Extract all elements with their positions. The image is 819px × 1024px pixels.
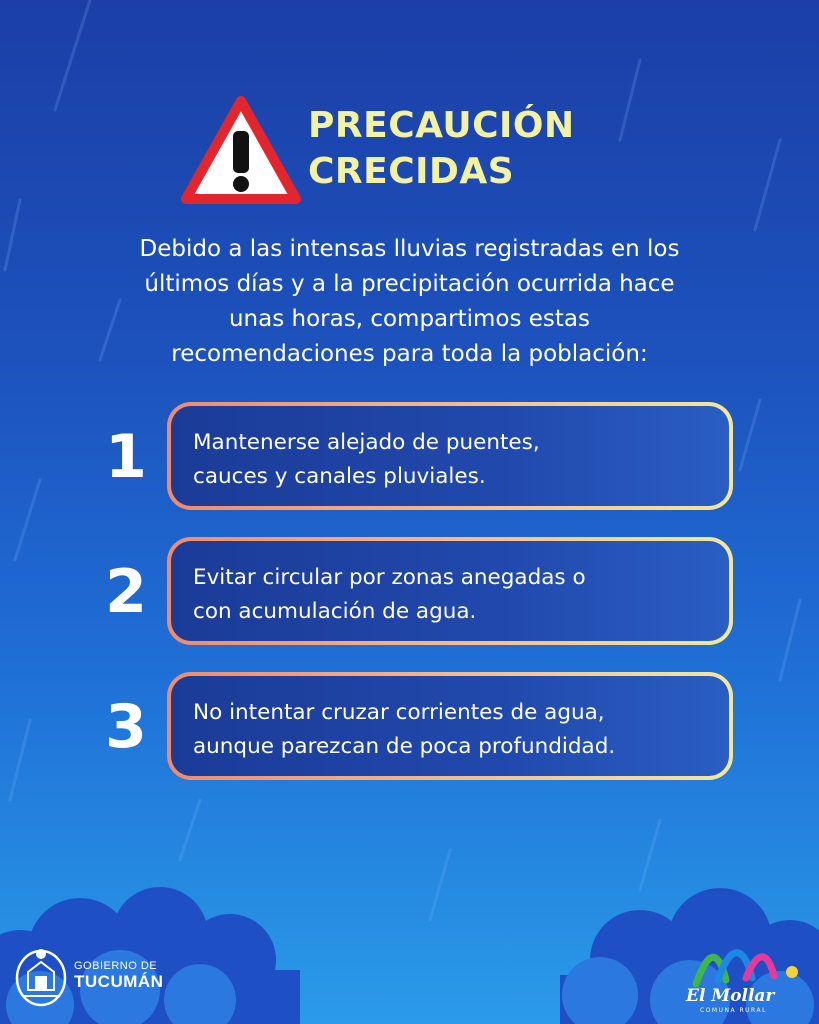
intro-line: Debido a las intensas lluvias registradas en los <box>139 236 680 262</box>
el-mollar-name: El Mollar <box>686 986 775 1006</box>
recommendation-2 <box>95 537 735 647</box>
comuna-rural-label: COMUNA RURAL <box>700 1007 767 1014</box>
gobierno-tucuman-logo <box>14 944 174 1010</box>
gobierno-tucuman-text <box>74 960 163 992</box>
title-line-2: CRECIDAS <box>308 151 515 192</box>
recommendation-line: Evitar circular por zonas anegadas o <box>193 565 586 590</box>
recommendation-line: Mantenerse alejado de puentes, <box>193 430 540 455</box>
page-title <box>308 103 575 195</box>
recommendation-number: 1 <box>105 422 147 492</box>
tucuman-label: TUCUMÁN <box>74 972 164 991</box>
intro-line: últimos días y a la precipitación ocurrida hace <box>144 271 675 297</box>
intro-text <box>60 232 759 372</box>
el-mollar-logo-icon <box>688 940 806 992</box>
coat-of-arms-icon <box>14 944 68 1008</box>
intro-line: unas horas, compartimos estas <box>228 306 591 332</box>
warning-triangle-icon <box>180 95 302 207</box>
el-mollar-logo <box>680 940 810 1020</box>
header <box>180 95 640 210</box>
recommendation-text <box>171 541 729 641</box>
intro-line: recomendaciones para toda la población: <box>171 341 648 367</box>
recommendation-box <box>167 537 733 645</box>
recommendation-number: 2 <box>105 557 147 627</box>
recommendation-line: cauces y canales pluviales. <box>193 464 486 489</box>
recommendation-line: No intentar cruzar corrientes de agua, <box>193 700 605 725</box>
recommendation-text <box>171 406 729 506</box>
recommendation-box <box>167 402 733 510</box>
title-line-1: PRECAUCIÓN <box>308 105 575 146</box>
recommendation-3 <box>95 672 735 782</box>
recommendation-box <box>167 672 733 780</box>
gobierno-label: GOBIERNO DE <box>74 960 158 972</box>
recommendation-1 <box>95 402 735 512</box>
recommendation-line: con acumulación de agua. <box>193 599 477 624</box>
recommendation-number: 3 <box>105 692 147 762</box>
recommendation-text <box>171 676 729 776</box>
recommendation-line: aunque parezcan de poca profundidad. <box>193 734 616 759</box>
